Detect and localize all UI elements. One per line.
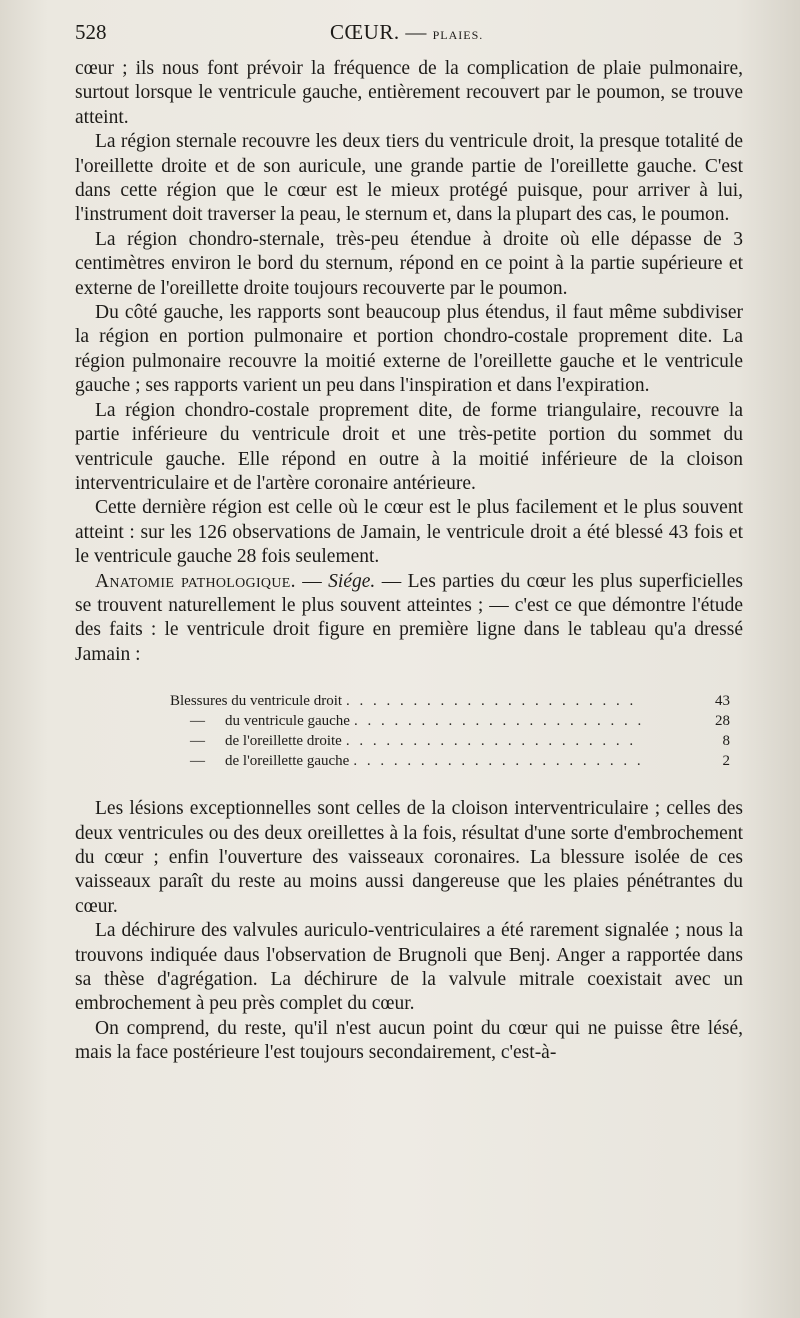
title-dash: — xyxy=(405,20,427,44)
table-value: 28 xyxy=(715,713,730,730)
table-row xyxy=(170,691,730,711)
table-label: Blessures du ventricule droit xyxy=(170,693,343,710)
leader-dots: . . . . . . . . . . . . . . . . . . . . . . xyxy=(345,733,637,750)
paragraph: cœur ; ils nous font prévoir la fréquence de la complication de plaie pulmonaire, surtout lorsque le ventricule gauche, entièrement recouvert par le poumon, se trouve atteint. xyxy=(75,58,743,128)
table-label: du ventricule gauche xyxy=(225,713,350,730)
paragraph: La région chondro-sternale, très-peu étendue à droite où elle dépasse de 3 centimètres environ le bord du sternum, répond en ce point à la partie supérieure et externe de l'oreillette droite toujours recouverte par le poumon. xyxy=(75,228,743,299)
section-text: Les parties du cœur les plus superficielles se trouvent naturellement le plus souvent atteintes ; — c'est ce que démontre l'étude des faits : le ventricule droit figure en première ligne dans le tableau qu'a dressé Jamain : xyxy=(75,570,743,665)
section-paragraph xyxy=(75,570,743,668)
leader-dots: . . . . . . . . . . . . . . . . . . . . . . xyxy=(353,753,644,770)
table-value: 43 xyxy=(715,693,730,710)
section-heading: Anatomie pathologique. xyxy=(95,570,296,592)
table-row xyxy=(170,711,730,731)
paragraph: Cette dernière région est celle où le cœur est le plus facilement et le plus souvent atteint : sur les 126 observations de Jamain, le ventricule droit a été blessé 43 fois et le ventricule gauche 28 fois seulement. xyxy=(75,497,743,568)
paragraph: On comprend, du reste, qu'il n'est aucun point du cœur qui ne puisse être lésé, mais la face postérieure l'est toujours secondairement, c'est-à- xyxy=(75,1017,743,1064)
table-label: de l'oreillette gauche xyxy=(225,753,350,770)
dash: — xyxy=(381,570,402,592)
table-value: 8 xyxy=(722,733,730,750)
injury-table xyxy=(170,691,730,771)
table-label: de l'oreillette droite xyxy=(225,733,342,750)
body-text xyxy=(75,57,743,1066)
leader-dots: . . . . . . . . . . . . . . . . . . . . . . xyxy=(353,713,645,730)
title-main: CŒUR. xyxy=(330,20,400,44)
table-row xyxy=(170,751,730,771)
table-value: 2 xyxy=(722,753,730,770)
dash: — xyxy=(302,570,322,592)
table-row xyxy=(170,731,730,751)
ditto-dash: — xyxy=(190,753,205,770)
page-number: 528 xyxy=(75,20,107,44)
title-sub: PLAIES. xyxy=(432,28,484,42)
leader-dots: . . . . . . . . . . . . . . . . . . . . . . xyxy=(346,693,637,710)
paragraph: La région chondro-costale proprement dite, de forme triangulaire, recouvre la partie inférieure du ventricule droit et une très-petite portion du sommet du ventricule gauche. Elle répond en outre à la moitié inférieure de la cloison interventriculaire et de l'artère coronaire antérieure. xyxy=(75,399,743,494)
paragraph: La région sternale recouvre les deux tiers du ventricule droit, la presque totalité de l'oreillette droite et de son auricule, une grande partie de l'oreillette gauche. C'est dans cette région que le cœur est le mieux protégé puisque, pour arriver à lui, l'instrument doit traverser la peau, le sternum et, dans la plupart des cas, le poumon. xyxy=(75,131,743,226)
running-header xyxy=(75,18,743,48)
ditto-dash: — xyxy=(190,713,205,730)
running-title xyxy=(330,20,483,45)
paragraph: Les lésions exceptionnelles sont celles de la cloison interventriculaire ; celles des deux ventricules ou des deux oreillettes à la fois, résultat d'une sorte d'embrochement du cœur ; enfin l'ouverture des vaisseaux coronaires. La blessure isolée de ces vaisseaux paraît du reste au moins aussi dangereuse que les plaies pénétrantes du cœur. xyxy=(75,798,743,917)
ditto-dash: — xyxy=(190,733,205,750)
subsection-heading: Siége. xyxy=(328,570,376,592)
paragraph: La déchirure des valvules auriculo-ventriculaires a été rarement signalée ; nous la trouvons indiquée daus l'observation de Brugnoli que Benj. Anger a rapportée dans sa thèse d'agrégation. La déchirure de la valvule mitrale coexistait avec un embrochement à peu près complet du cœur. xyxy=(75,920,743,1015)
paragraph: Du côté gauche, les rapports sont beaucoup plus étendus, il faut même subdiviser la région en portion pulmonaire et portion chondro-costale proprement dite. La région pulmonaire recouvre la moitié externe de l'oreillette gauche et le ventricule gauche ; ses rapports varient un peu dans l'inspiration et dans l'expiration. xyxy=(75,302,743,397)
